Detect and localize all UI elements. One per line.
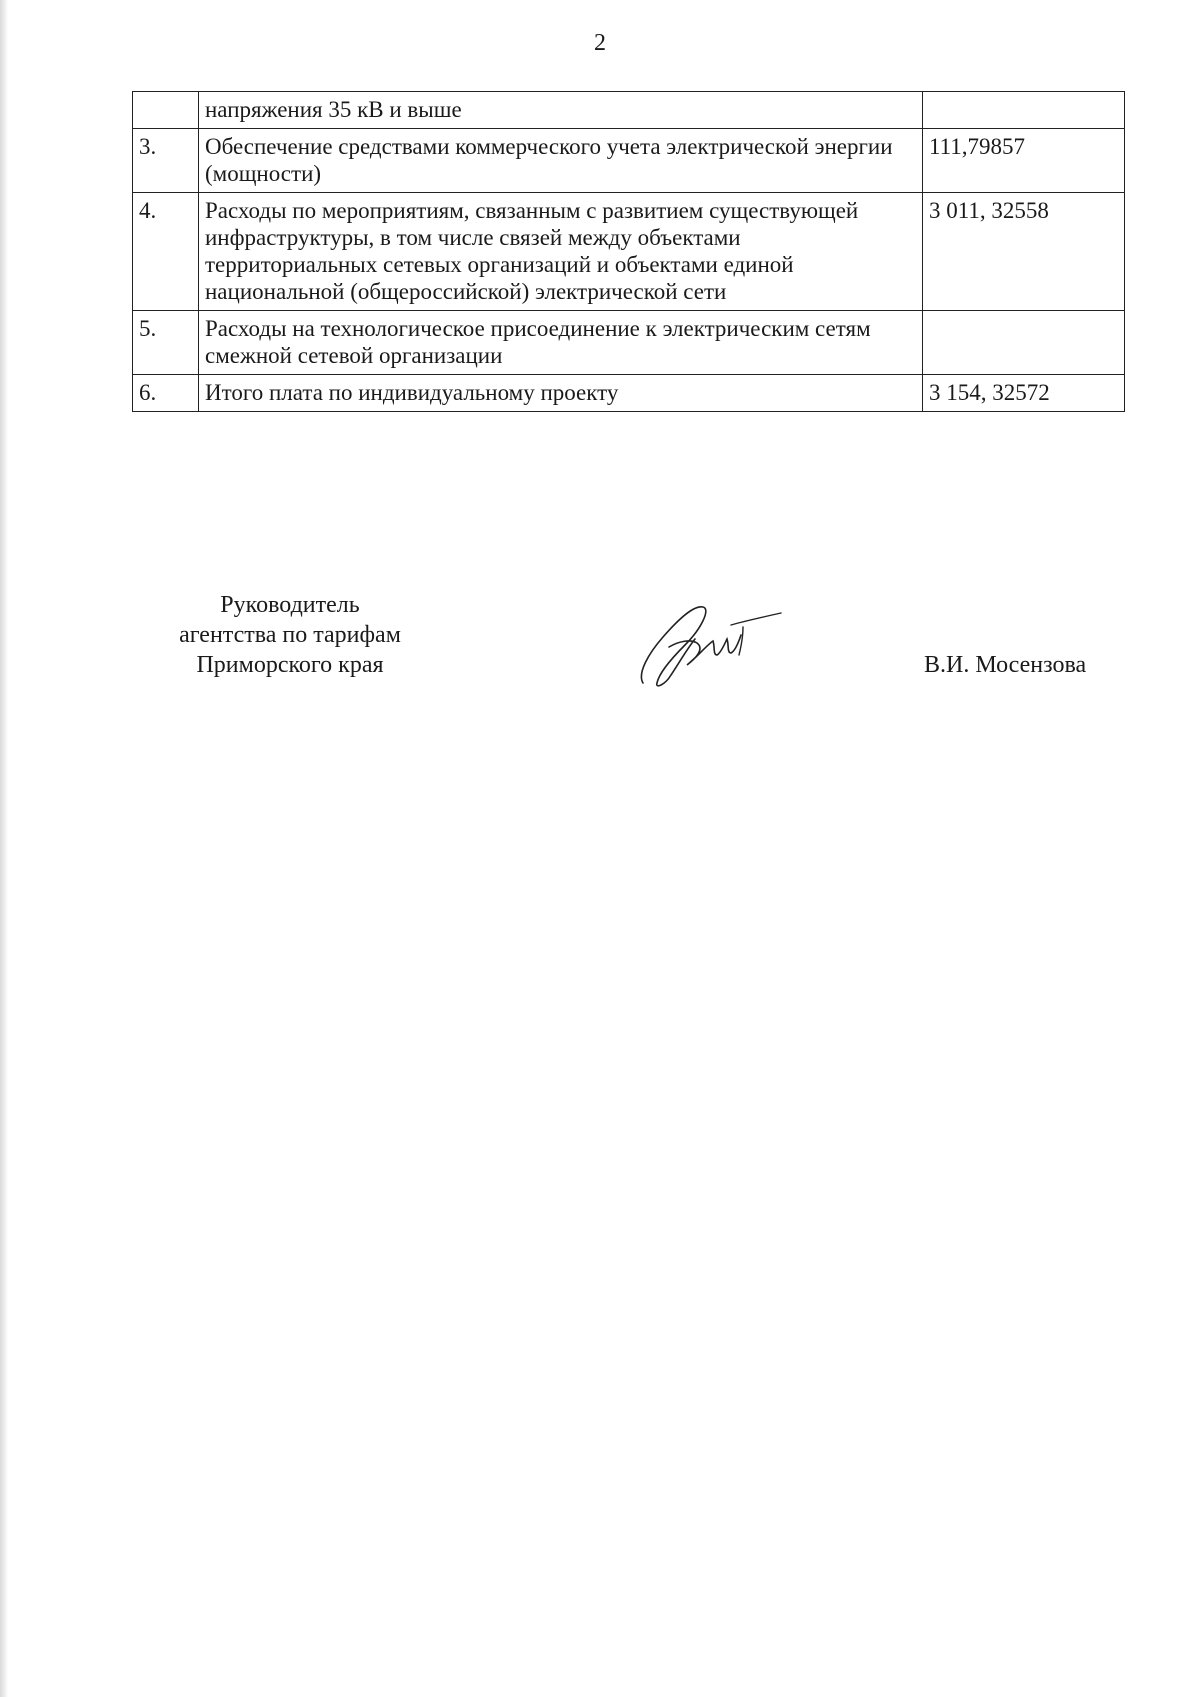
handwritten-signature <box>635 595 785 690</box>
cost-table <box>132 91 1125 412</box>
row-number: 3. <box>133 129 199 193</box>
table-row <box>133 92 1125 129</box>
row-description: Итого плата по индивидуальному проекту <box>199 375 923 412</box>
row-value: 111,79857 <box>923 129 1125 193</box>
signer-name: В.И. Мосензова <box>924 652 1087 678</box>
row-value: 3 011, 32558 <box>923 193 1125 311</box>
row-value <box>923 92 1125 129</box>
row-value <box>923 311 1125 375</box>
signer-title <box>140 590 440 680</box>
row-description: Расходы на технологическое присоединение к электрическим сетям смежной сетевой организации <box>199 311 923 375</box>
signer-title-line: Приморского края <box>196 652 384 678</box>
row-number <box>133 92 199 129</box>
row-value: 3 154, 32572 <box>923 375 1125 412</box>
table-row <box>133 311 1125 375</box>
signer-title-line: Руководитель <box>220 592 360 618</box>
table-row <box>133 129 1125 193</box>
row-number: 6. <box>133 375 199 412</box>
scan-edge <box>0 0 8 1697</box>
row-description: Обеспечение средствами коммерческого учета электрической энергии (мощности) <box>199 129 923 193</box>
page-number: 2 <box>594 30 606 56</box>
table-row <box>133 375 1125 412</box>
row-description: Расходы по мероприятиям, связанным с развитием существующей инфраструктуры, в том числе связей между объектами территориальных сетевых организаций и объектами единой национальной (общероссийской) электрической сети <box>199 193 923 311</box>
row-number: 5. <box>133 311 199 375</box>
row-number: 4. <box>133 193 199 311</box>
row-description: напряжения 35 кВ и выше <box>199 92 923 129</box>
signer-title-line: агентства по тарифам <box>179 622 401 648</box>
table-row <box>133 193 1125 311</box>
